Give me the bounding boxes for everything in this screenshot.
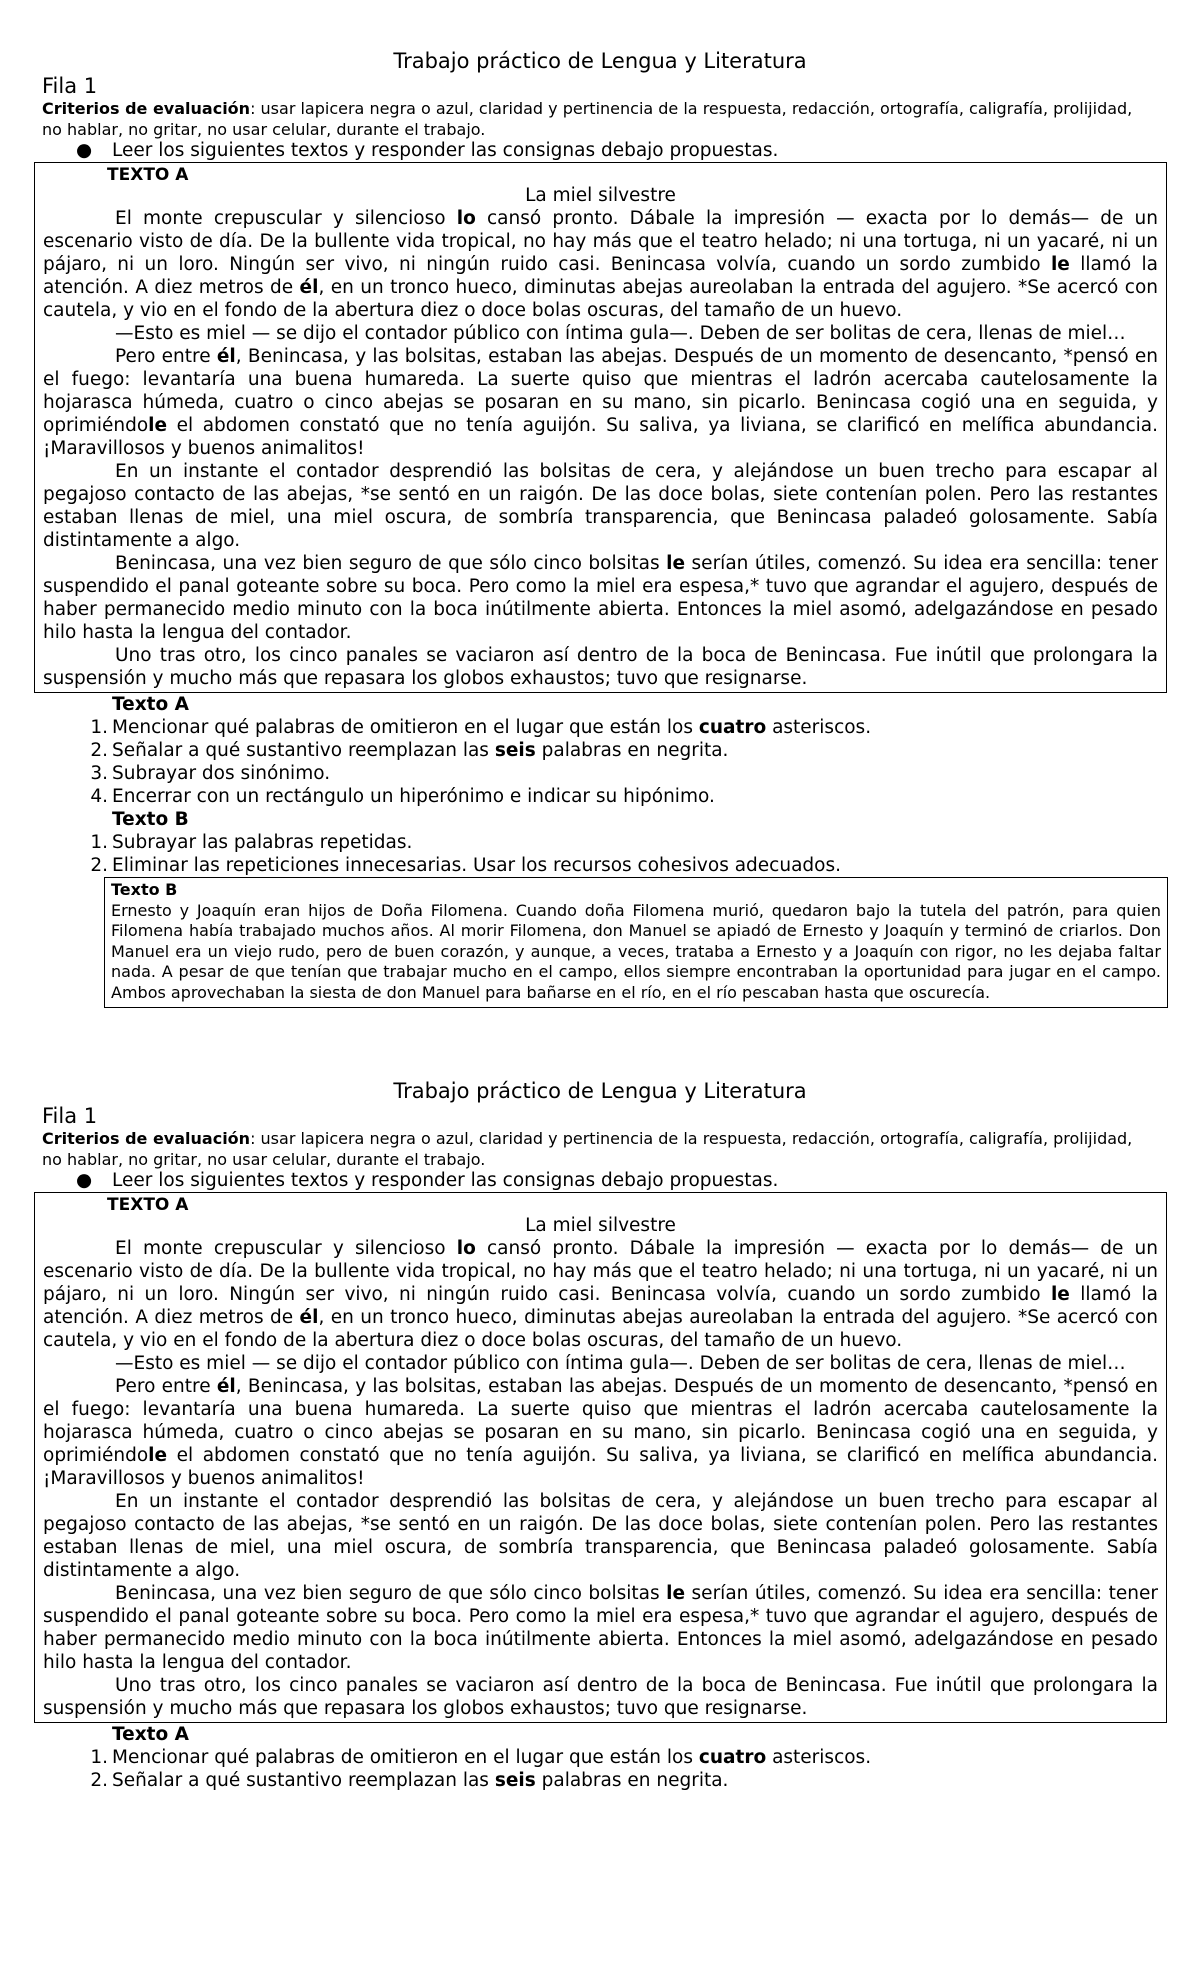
criteria-text: : usar lapicera negra o azul, claridad y pertinencia de la respuesta, redacción, ortografía, caligrafía, prolijidad, no hablar, no gritar, no usar celular, durante el trabajo. bbox=[42, 1129, 1133, 1169]
instruction-text: Leer los siguientes textos y responder las consignas debajo propuestas. bbox=[112, 1170, 779, 1191]
row-label: Fila 1 bbox=[42, 1104, 98, 1128]
tasks-a-heading: Texto A bbox=[112, 694, 189, 715]
texto-a-label: TEXTO A bbox=[107, 165, 189, 185]
texto-b-body: Ernesto y Joaquín eran hijos de Doña Filomena. Cuando doña Filomena murió, quedaron bajo la tutela del patrón, para quien Filomena había trabajado muchos años. Al morir Filomena, don Manuel se apiadó de Ernesto y Joaquín y terminó de criarlos. Don Manuel era un viejo rudo, pero de buen corazón, y aunque, a veces, trataba a Ernesto y a Joaquín con rigor, no les dejaba faltar nada. A pesar de que tenían que trabajar mucho en el campo, ellos siempre encontraban la oportunidad para jugar en el campo. Ambos aprovechaban la siesta de don Manuel para bañarse en el río, en el río pescaban hasta que oscurecía. bbox=[111, 900, 1161, 1002]
bullet-icon: ● bbox=[76, 140, 93, 161]
texto-a-label: TEXTO A bbox=[107, 1195, 189, 1215]
bullet-icon: ● bbox=[76, 1170, 93, 1191]
tasks-a-heading: Texto A bbox=[112, 1724, 189, 1745]
instruction-text: Leer los siguientes textos y responder las consignas debajo propuestas. bbox=[112, 140, 779, 161]
texto-a-paragraph-4: En un instante el contador desprendió las bolsitas de cera, y alejándose un buen trecho para escapar al pegajoso contacto de las abejas, *se sentó en un raigón. De las doce bolas, siete contenían polen. Pero las restantes estaban llenas de miel, una miel oscura, de sombría transparencia, que Benincasa paladeó golosamente. Sabía distintamente a algo. bbox=[43, 1491, 1158, 1581]
list-item: 2. Eliminar las repeticiones innecesarias. Usar los recursos cohesivos adecuados. bbox=[90, 855, 841, 876]
worksheet-copy-2 bbox=[0, 1078, 1200, 1792]
list-item: 2. Señalar a qué sustantivo reemplazan las seis palabras en negrita. bbox=[90, 740, 729, 761]
texto-a-paragraph-5: Benincasa, una vez bien seguro de que sólo cinco bolsitas le serían útiles, comenzó. Su idea era sencilla: tener suspendido el panal goteante sobre su boca. Pero como la miel era espesa,* tuvo que agrandar el agujero, después de haber permanecido medio minuto con la boca inútilmente abierta. Entonces la miel asomó, adelgazándose en pesado hilo hasta la lengua del contador. bbox=[43, 553, 1158, 643]
texto-a-paragraph-1: El monte crepuscular y silencioso lo cansó pronto. Dábale la impresión — exacta por lo demás— de un escenario visto de día. De la bullente vida tropical, no hay más que el teatro helado; ni una tortuga, ni un yacaré, ni un pájaro, ni un loro. Ningún ser vivo, ni ningún ruido casi. Benincasa volvía, cuando un sordo zumbido le llamó la atención. A diez metros de él, en un tronco hueco, diminutas abejas aureolaban la entrada del agujero. *Se acercó con cautela, y vio en el fondo de la abertura diez o doce bolas oscuras, del tamaño de un huevo. bbox=[43, 1238, 1159, 1351]
texto-a-paragraph-1: El monte crepuscular y silencioso lo cansó pronto. Dábale la impresión — exacta por lo demás— de un escenario visto de día. De la bullente vida tropical, no hay más que el teatro helado; ni una tortuga, ni un yacaré, ni un pájaro, ni un loro. Ningún ser vivo, ni ningún ruido casi. Benincasa volvía, cuando un sordo zumbido le llamó la atención. A diez metros de él, en un tronco hueco, diminutas abejas aureolaban la entrada del agujero. *Se acercó con cautela, y vio en el fondo de la abertura diez o doce bolas oscuras, del tamaño de un huevo. bbox=[43, 208, 1159, 321]
texto-a-paragraph-5: Benincasa, una vez bien seguro de que sólo cinco bolsitas le serían útiles, comenzó. Su idea era sencilla: tener suspendido el panal goteante sobre su boca. Pero como la miel era espesa,* tuvo que agrandar el agujero, después de haber permanecido medio minuto con la boca inútilmente abierta. Entonces la miel asomó, adelgazándose en pesado hilo hasta la lengua del contador. bbox=[43, 1583, 1158, 1673]
criteria-label: Criterios de evaluación bbox=[42, 99, 251, 118]
page-title: Trabajo práctico de Lengua y Literatura bbox=[393, 1079, 807, 1103]
texto-b-label: Texto B bbox=[111, 880, 178, 899]
evaluation-criteria bbox=[42, 98, 1140, 140]
texto-a-paragraph-3: Pero entre él, Benincasa, y las bolsitas, estaban las abejas. Después de un momento de desencanto, *pensó en el fuego: levantaría una buena humareda. La suerte quiso que mientras el ladrón acercaba cautelosamente la hojarasca húmeda, cuatro o cinco abejas se posaran en su mano, sin picarlo. Benincasa cogió una en seguida, y oprimiéndole el abdomen constató que no tenía aguijón. Su saliva, ya liviana, se clarificó en melífica abundancia. ¡Maravillosos y buenos animalitos! bbox=[43, 346, 1158, 459]
evaluation-criteria bbox=[42, 1128, 1140, 1170]
texto-a-paragraph-2: —Esto es miel — se dijo el contador público con íntima gula—. Deben de ser bolitas de cera, llenas de miel… bbox=[115, 323, 1126, 344]
row-label: Fila 1 bbox=[42, 74, 98, 98]
instruction-bullet bbox=[76, 1170, 1200, 1192]
texto-a-box bbox=[34, 162, 1167, 693]
list-item: 1. Subrayar las palabras repetidas. bbox=[90, 832, 413, 853]
texto-a-paragraph-2: —Esto es miel — se dijo el contador público con íntima gula—. Deben de ser bolitas de cera, llenas de miel… bbox=[115, 1353, 1126, 1374]
page-title: Trabajo práctico de Lengua y Literatura bbox=[393, 49, 807, 73]
texto-a-paragraph-6: Uno tras otro, los cinco panales se vaciaron así dentro de la boca de Benincasa. Fue inútil que prolongara la suspensión y mucho más que repasara los globos exhaustos; tuvo que resignarse. bbox=[43, 1675, 1158, 1719]
list-item: 1. Mencionar qué palabras de omitieron en el lugar que están los cuatro asteriscos. bbox=[90, 1747, 872, 1768]
tasks-a-list bbox=[0, 1746, 1200, 1792]
texto-a-paragraph-3: Pero entre él, Benincasa, y las bolsitas, estaban las abejas. Después de un momento de desencanto, *pensó en el fuego: levantaría una buena humareda. La suerte quiso que mientras el ladrón acercaba cautelosamente la hojarasca húmeda, cuatro o cinco abejas se posaran en su mano, sin picarlo. Benincasa cogió una en seguida, y oprimiéndole el abdomen constató que no tenía aguijón. Su saliva, ya liviana, se clarificó en melífica abundancia. ¡Maravillosos y buenos animalitos! bbox=[43, 1376, 1158, 1489]
list-item: 1. Mencionar qué palabras de omitieron en el lugar que están los cuatro asteriscos. bbox=[90, 717, 872, 738]
list-item: 3. Subrayar dos sinónimo. bbox=[90, 763, 331, 784]
tasks-b-heading: Texto B bbox=[112, 809, 189, 830]
texto-a-paragraph-6: Uno tras otro, los cinco panales se vaciaron así dentro de la boca de Benincasa. Fue inútil que prolongara la suspensión y mucho más que repasara los globos exhaustos; tuvo que resignarse. bbox=[43, 645, 1158, 689]
instruction-bullet bbox=[76, 140, 1200, 162]
criteria-label: Criterios de evaluación bbox=[42, 1129, 251, 1148]
texto-a-title: La miel silvestre bbox=[525, 185, 676, 206]
worksheet-copy-1 bbox=[0, 48, 1200, 1008]
list-item: 2. Señalar a qué sustantivo reemplazan las seis palabras en negrita. bbox=[90, 1770, 729, 1791]
texto-b-box bbox=[104, 877, 1168, 1008]
texto-a-title: La miel silvestre bbox=[525, 1215, 676, 1236]
tasks-b-list bbox=[0, 831, 1200, 877]
list-item: 4. Encerrar con un rectángulo un hiperónimo e indicar su hipónimo. bbox=[90, 786, 715, 807]
texto-a-paragraph-4: En un instante el contador desprendió las bolsitas de cera, y alejándose un buen trecho para escapar al pegajoso contacto de las abejas, *se sentó en un raigón. De las doce bolas, siete contenían polen. Pero las restantes estaban llenas de miel, una miel oscura, de sombría transparencia, que Benincasa paladeó golosamente. Sabía distintamente a algo. bbox=[43, 461, 1158, 551]
texto-a-box bbox=[34, 1192, 1167, 1723]
criteria-text: : usar lapicera negra o azul, claridad y pertinencia de la respuesta, redacción, ortografía, caligrafía, prolijidad, no hablar, no gritar, no usar celular, durante el trabajo. bbox=[42, 99, 1133, 139]
tasks-a-list bbox=[0, 716, 1200, 808]
